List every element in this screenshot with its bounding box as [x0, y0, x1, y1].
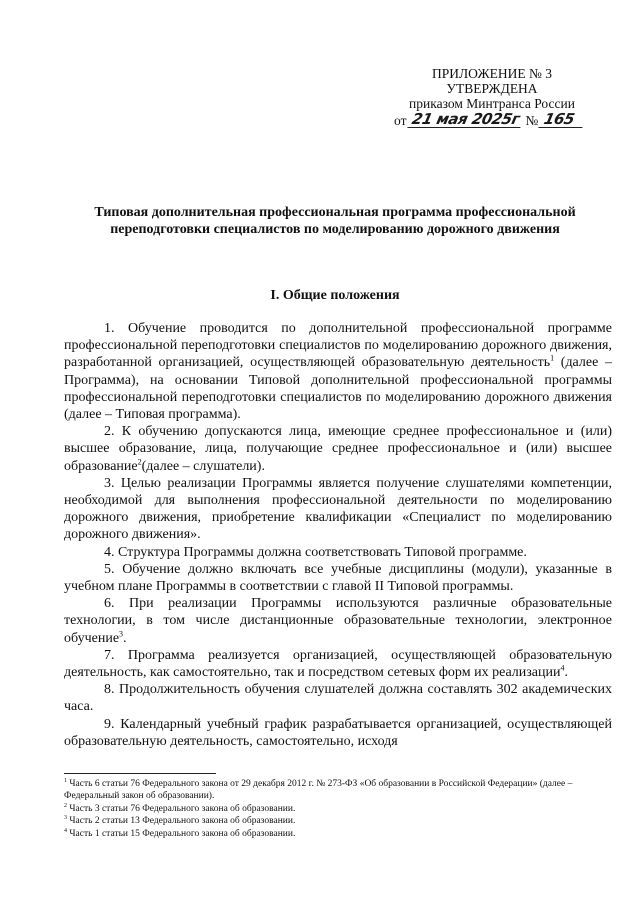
appendix-number: ПРИЛОЖЕНИЕ № 3: [431, 66, 553, 81]
order-issuer: приказом Минтранса России: [409, 96, 575, 111]
paragraph-3: 3. Целью реализации Программы является получение слушателями компетенции, необходимой для выполнения профессиональной деятельности по моделированию дорожного движения, приобретение квалификации «Специалист по моделированию дорожного движения».: [64, 475, 612, 543]
footnote-ref-4: 4: [560, 663, 565, 673]
paragraph-1: 1. Обучение проводится по дополнительной профессиональной программе профессиональной переподготовки специалистов по моделированию дорожного движения, разработанной организацией, осуществляющей образовательную деятельность$^1$ (далее – Программа), на основании Типовой дополнительной профессиональной программы профессиональной переподготовки специалистов по моделированию дорожного движения (далее – Типовая программа).: [64, 321, 612, 423]
document-title: Типовая дополнительная профессиональная программа профессиональной переподготовки специалистов по моделированию дорожного движения: [94, 205, 576, 237]
footnote-ref-1: 1: [550, 353, 555, 363]
approval-stamp: [392, 66, 592, 128]
footnote-1: $^1$ Часть 6 статьи 76 Федерального закона от 29 декабря 2012 г. № 273-ФЗ «Об образовании в Российской Федерации» (далее – Федеральный закон об образовании).: [64, 777, 573, 802]
order-date-number: [394, 112, 592, 128]
footnote-ref-2: 2: [137, 456, 142, 466]
paragraph-8: 8. Продолжительность обучения слушателей должна составлять 302 академических часа.: [64, 682, 612, 715]
document-body: [64, 320, 612, 750]
footnote-3: $^3$ Часть 2 статьи 13 Федерального закона об образовании.: [64, 815, 296, 827]
footnotes: [64, 778, 612, 840]
from-label: от: [394, 113, 407, 128]
handwritten-date: 21 мая 2025г: [408, 112, 524, 128]
paragraph-4: 4. Структура Программы должна соответствовать Типовой программе.: [104, 544, 527, 560]
paragraph-6: 6. При реализации Программы используются различные образовательные технологии, в том числе дистанционные образовательные технологии, электронное обучение$^3$.: [64, 596, 612, 646]
paragraph-5: 5. Обучение должно включать все учебные дисциплины (модули), указанные в учебном плане Программы в соответствии с главой II Типовой программы.: [64, 561, 612, 595]
footnote-4: $^4$ Часть 1 статьи 15 Федерального закона об образовании.: [64, 827, 296, 839]
paragraph-9: 9. Календарный учебный график разрабатывается организацией, осуществляющей образовательную деятельность, самостоятельно, исходя: [64, 716, 612, 749]
approved-label: УТВЕРЖДЕНА: [446, 81, 538, 96]
handwritten-number: 165: [539, 112, 586, 128]
footnote-ref-3: 3: [119, 629, 124, 638]
footnote-divider: [64, 773, 216, 774]
paragraph-7: 7. Программа реализуется организацией, осуществляющей образовательную деятельность, как самостоятельно, так и посредством сетевых форм их реализации$^4$.: [64, 647, 612, 681]
number-label: №: [525, 113, 539, 128]
paragraph-2: 2. К обучению допускаются лица, имеющие среднее профессиональное и (или) высшее образование, лица, получающие среднее профессиональное и (или) высшее образование$^2$(далее – слушатели).: [64, 424, 612, 474]
footnote-2: $^2$ Часть 3 статьи 76 Федерального закона об образовании.: [64, 802, 296, 814]
section-heading: I. Общие положения: [270, 288, 400, 303]
